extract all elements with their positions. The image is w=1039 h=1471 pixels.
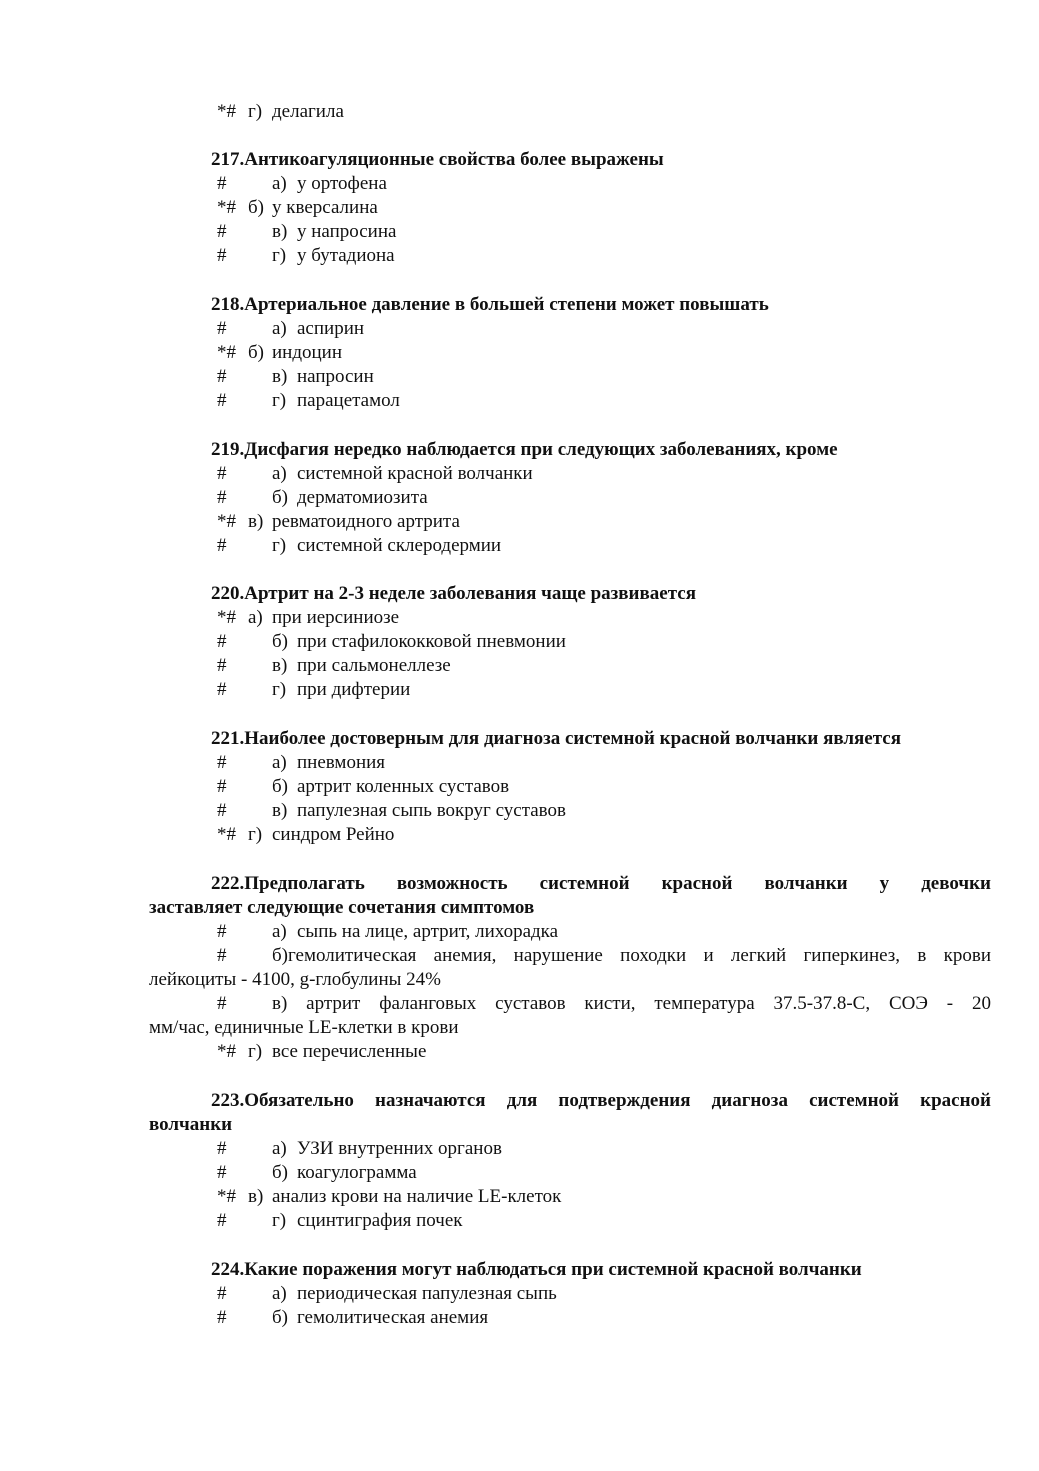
answer-marker: # bbox=[217, 1283, 227, 1304]
answer-text: у напросина bbox=[297, 221, 397, 242]
answer-option bbox=[0, 1306, 1039, 1330]
question-title: 223.Обязательно назначаются для подтверждения диагноза системной красной bbox=[211, 1090, 991, 1111]
answer-text: коагулограмма bbox=[297, 1162, 417, 1183]
answer-marker: *# bbox=[217, 607, 236, 628]
answer-option bbox=[0, 462, 1039, 486]
answer-option-correct bbox=[0, 1185, 1039, 1209]
answer-letter: в) bbox=[248, 511, 264, 532]
answer-option bbox=[0, 1209, 1039, 1233]
question-title-continued: волчанки bbox=[149, 1114, 233, 1135]
answer-letter: а) bbox=[248, 607, 263, 628]
answer-marker: # bbox=[217, 921, 227, 942]
answer-letter: а) bbox=[272, 1138, 287, 1159]
answer-marker: # bbox=[217, 945, 227, 966]
answer-option-correct bbox=[0, 1040, 1039, 1064]
question-223 bbox=[0, 1089, 1039, 1113]
answer-text: при стафилококковой пневмонии bbox=[297, 631, 566, 652]
answer-text: при иерсиниозе bbox=[272, 607, 400, 628]
answer-option bbox=[0, 486, 1039, 510]
answer-option bbox=[0, 389, 1039, 413]
answer-text: сцинтиграфия почек bbox=[297, 1210, 463, 1231]
question-title: 219.Дисфагия нередко наблюдается при следующих заболеваниях, кроме bbox=[211, 439, 838, 460]
answer-marker: # bbox=[217, 1138, 227, 1159]
answer-text-continued: лейкоциты - 4100, g-глобулины 24% bbox=[149, 969, 441, 990]
answer-text: УЗИ внутренних органов bbox=[297, 1138, 502, 1159]
question-223-continued bbox=[0, 1113, 1039, 1137]
question-220 bbox=[0, 582, 1039, 606]
answer-option bbox=[0, 799, 1039, 823]
answer-option bbox=[0, 100, 1039, 124]
answer-marker: # bbox=[217, 800, 227, 821]
question-title: 218.Артериальное давление в большей степени может повышать bbox=[211, 294, 769, 315]
answer-letter: б) bbox=[248, 197, 264, 218]
answer-marker: # bbox=[217, 173, 227, 194]
answer-marker: # bbox=[217, 366, 227, 387]
question-title-continued: заставляет следующие сочетания симптомов bbox=[149, 897, 535, 918]
answer-option-continued bbox=[0, 1016, 1039, 1040]
answer-marker: # bbox=[217, 631, 227, 652]
answer-marker: *# bbox=[217, 342, 236, 363]
question-title: 217.Антикоагуляционные свойства более выражены bbox=[211, 149, 664, 170]
answer-option bbox=[0, 654, 1039, 678]
answer-text: парацетамол bbox=[297, 390, 400, 411]
answer-marker: # bbox=[217, 487, 227, 508]
answer-marker: *# bbox=[217, 824, 236, 845]
answer-text: у кверсалина bbox=[272, 197, 378, 218]
question-217 bbox=[0, 148, 1039, 172]
answer-text: периодическая папулезная сыпь bbox=[297, 1283, 557, 1304]
answer-marker: # bbox=[217, 318, 227, 339]
answer-option-correct bbox=[0, 196, 1039, 220]
answer-option bbox=[0, 751, 1039, 775]
question-title: 221.Наиболее достоверным для диагноза системной красной волчанки является bbox=[211, 728, 902, 749]
answer-marker: # bbox=[217, 655, 227, 676]
answer-letter: а) bbox=[272, 318, 287, 339]
answer-letter: а) bbox=[272, 1283, 287, 1304]
answer-option bbox=[0, 630, 1039, 654]
answer-text: гемолитическая анемия bbox=[297, 1307, 489, 1328]
answer-letter: в) bbox=[272, 800, 288, 821]
question-218 bbox=[0, 293, 1039, 317]
answer-letter: б) bbox=[272, 1307, 288, 1328]
answer-text: индоцин bbox=[272, 342, 343, 363]
answer-option bbox=[0, 992, 1039, 1016]
answer-letter: г) bbox=[272, 1210, 287, 1231]
answer-option bbox=[0, 1137, 1039, 1161]
answer-text: ревматоидного артрита bbox=[272, 511, 460, 532]
answer-text: сыпь на лице, артрит, лихорадка bbox=[297, 921, 559, 942]
answer-text: системной склеродермии bbox=[297, 535, 502, 556]
question-title: 224.Какие поражения могут наблюдаться при системной красной волчанки bbox=[211, 1259, 862, 1280]
answer-letter: а) bbox=[272, 173, 287, 194]
answer-text: пневмония bbox=[297, 752, 386, 773]
answer-option-continued bbox=[0, 968, 1039, 992]
answer-text: синдром Рейно bbox=[272, 824, 395, 845]
answer-marker: # bbox=[217, 679, 227, 700]
answer-text: б)гемолитическая анемия, нарушение походки и легкий гиперкинез, в крови bbox=[272, 945, 991, 966]
answer-marker: # bbox=[217, 1162, 227, 1183]
answer-option bbox=[0, 1161, 1039, 1185]
answer-option bbox=[0, 244, 1039, 268]
answer-text: все перечисленные bbox=[272, 1041, 427, 1062]
answer-letter: г) bbox=[272, 535, 287, 556]
answer-marker: # bbox=[217, 390, 227, 411]
answer-text: папулезная сыпь вокруг суставов bbox=[297, 800, 566, 821]
answer-text: делагила bbox=[272, 101, 344, 122]
answer-text: аспирин bbox=[297, 318, 365, 339]
answer-marker: # bbox=[217, 245, 227, 266]
answer-text: напросин bbox=[297, 366, 374, 387]
answer-letter: б) bbox=[272, 487, 288, 508]
question-219 bbox=[0, 438, 1039, 462]
answer-text: системной красной волчанки bbox=[297, 463, 533, 484]
answer-marker: # bbox=[217, 776, 227, 797]
question-221 bbox=[0, 727, 1039, 751]
answer-text: у бутадиона bbox=[297, 245, 395, 266]
answer-text: у ортофена bbox=[297, 173, 387, 194]
answer-letter: г) bbox=[248, 824, 263, 845]
question-224 bbox=[0, 1258, 1039, 1282]
answer-letter: б) bbox=[272, 1162, 288, 1183]
answer-marker: # bbox=[217, 752, 227, 773]
question-222 bbox=[0, 872, 1039, 896]
question-title: 222.Предполагать возможность системной красной волчанки у девочки bbox=[211, 873, 991, 894]
answer-letter: б) bbox=[272, 631, 288, 652]
answer-option bbox=[0, 365, 1039, 389]
answer-option bbox=[0, 920, 1039, 944]
answer-letter: г) bbox=[272, 390, 287, 411]
answer-letter: а) bbox=[272, 921, 287, 942]
answer-marker: *# bbox=[217, 1186, 236, 1207]
answer-text: при дифтерии bbox=[297, 679, 411, 700]
answer-marker: # bbox=[217, 535, 227, 556]
answer-marker: *# bbox=[217, 1041, 236, 1062]
answer-option-correct bbox=[0, 510, 1039, 534]
answer-marker: # bbox=[217, 221, 227, 242]
answer-option bbox=[0, 534, 1039, 558]
answer-option-correct bbox=[0, 341, 1039, 365]
answer-marker: *# bbox=[217, 101, 236, 122]
answer-text: анализ крови на наличие LE-клеток bbox=[272, 1186, 562, 1207]
answer-text: дерматомиозита bbox=[297, 487, 428, 508]
answer-letter: г) bbox=[248, 1041, 263, 1062]
answer-letter: г) bbox=[248, 101, 263, 122]
answer-letter: в) bbox=[272, 366, 288, 387]
answer-option-correct bbox=[0, 606, 1039, 630]
answer-text: артрит коленных суставов bbox=[297, 776, 510, 797]
answer-letter: в) bbox=[272, 655, 288, 676]
question-title: 220.Артрит на 2-3 неделе заболевания чаще развивается bbox=[211, 583, 696, 604]
answer-marker: *# bbox=[217, 197, 236, 218]
answer-letter: а) bbox=[272, 463, 287, 484]
answer-option bbox=[0, 775, 1039, 799]
answer-marker: # bbox=[217, 463, 227, 484]
answer-marker: # bbox=[217, 1307, 227, 1328]
answer-marker: # bbox=[217, 993, 227, 1014]
answer-text-continued: мм/час, единичные LE-клетки в крови bbox=[149, 1017, 459, 1038]
answer-marker: *# bbox=[217, 511, 236, 532]
answer-marker: # bbox=[217, 1210, 227, 1231]
answer-option bbox=[0, 1282, 1039, 1306]
answer-letter: в) bbox=[248, 1186, 264, 1207]
answer-option bbox=[0, 944, 1039, 968]
question-222-continued bbox=[0, 896, 1039, 920]
answer-option bbox=[0, 317, 1039, 341]
answer-letter: в) bbox=[272, 221, 288, 242]
answer-letter: б) bbox=[248, 342, 264, 363]
answer-text: в) артрит фаланговых суставов кисти, температура 37.5-37.8-С, СОЭ - 20 bbox=[272, 993, 991, 1014]
answer-option-correct bbox=[0, 823, 1039, 847]
answer-text: при сальмонеллезе bbox=[297, 655, 451, 676]
answer-option bbox=[0, 220, 1039, 244]
answer-option bbox=[0, 678, 1039, 702]
answer-letter: б) bbox=[272, 776, 288, 797]
answer-letter: г) bbox=[272, 245, 287, 266]
answer-letter: а) bbox=[272, 752, 287, 773]
answer-option bbox=[0, 172, 1039, 196]
answer-letter: г) bbox=[272, 679, 287, 700]
